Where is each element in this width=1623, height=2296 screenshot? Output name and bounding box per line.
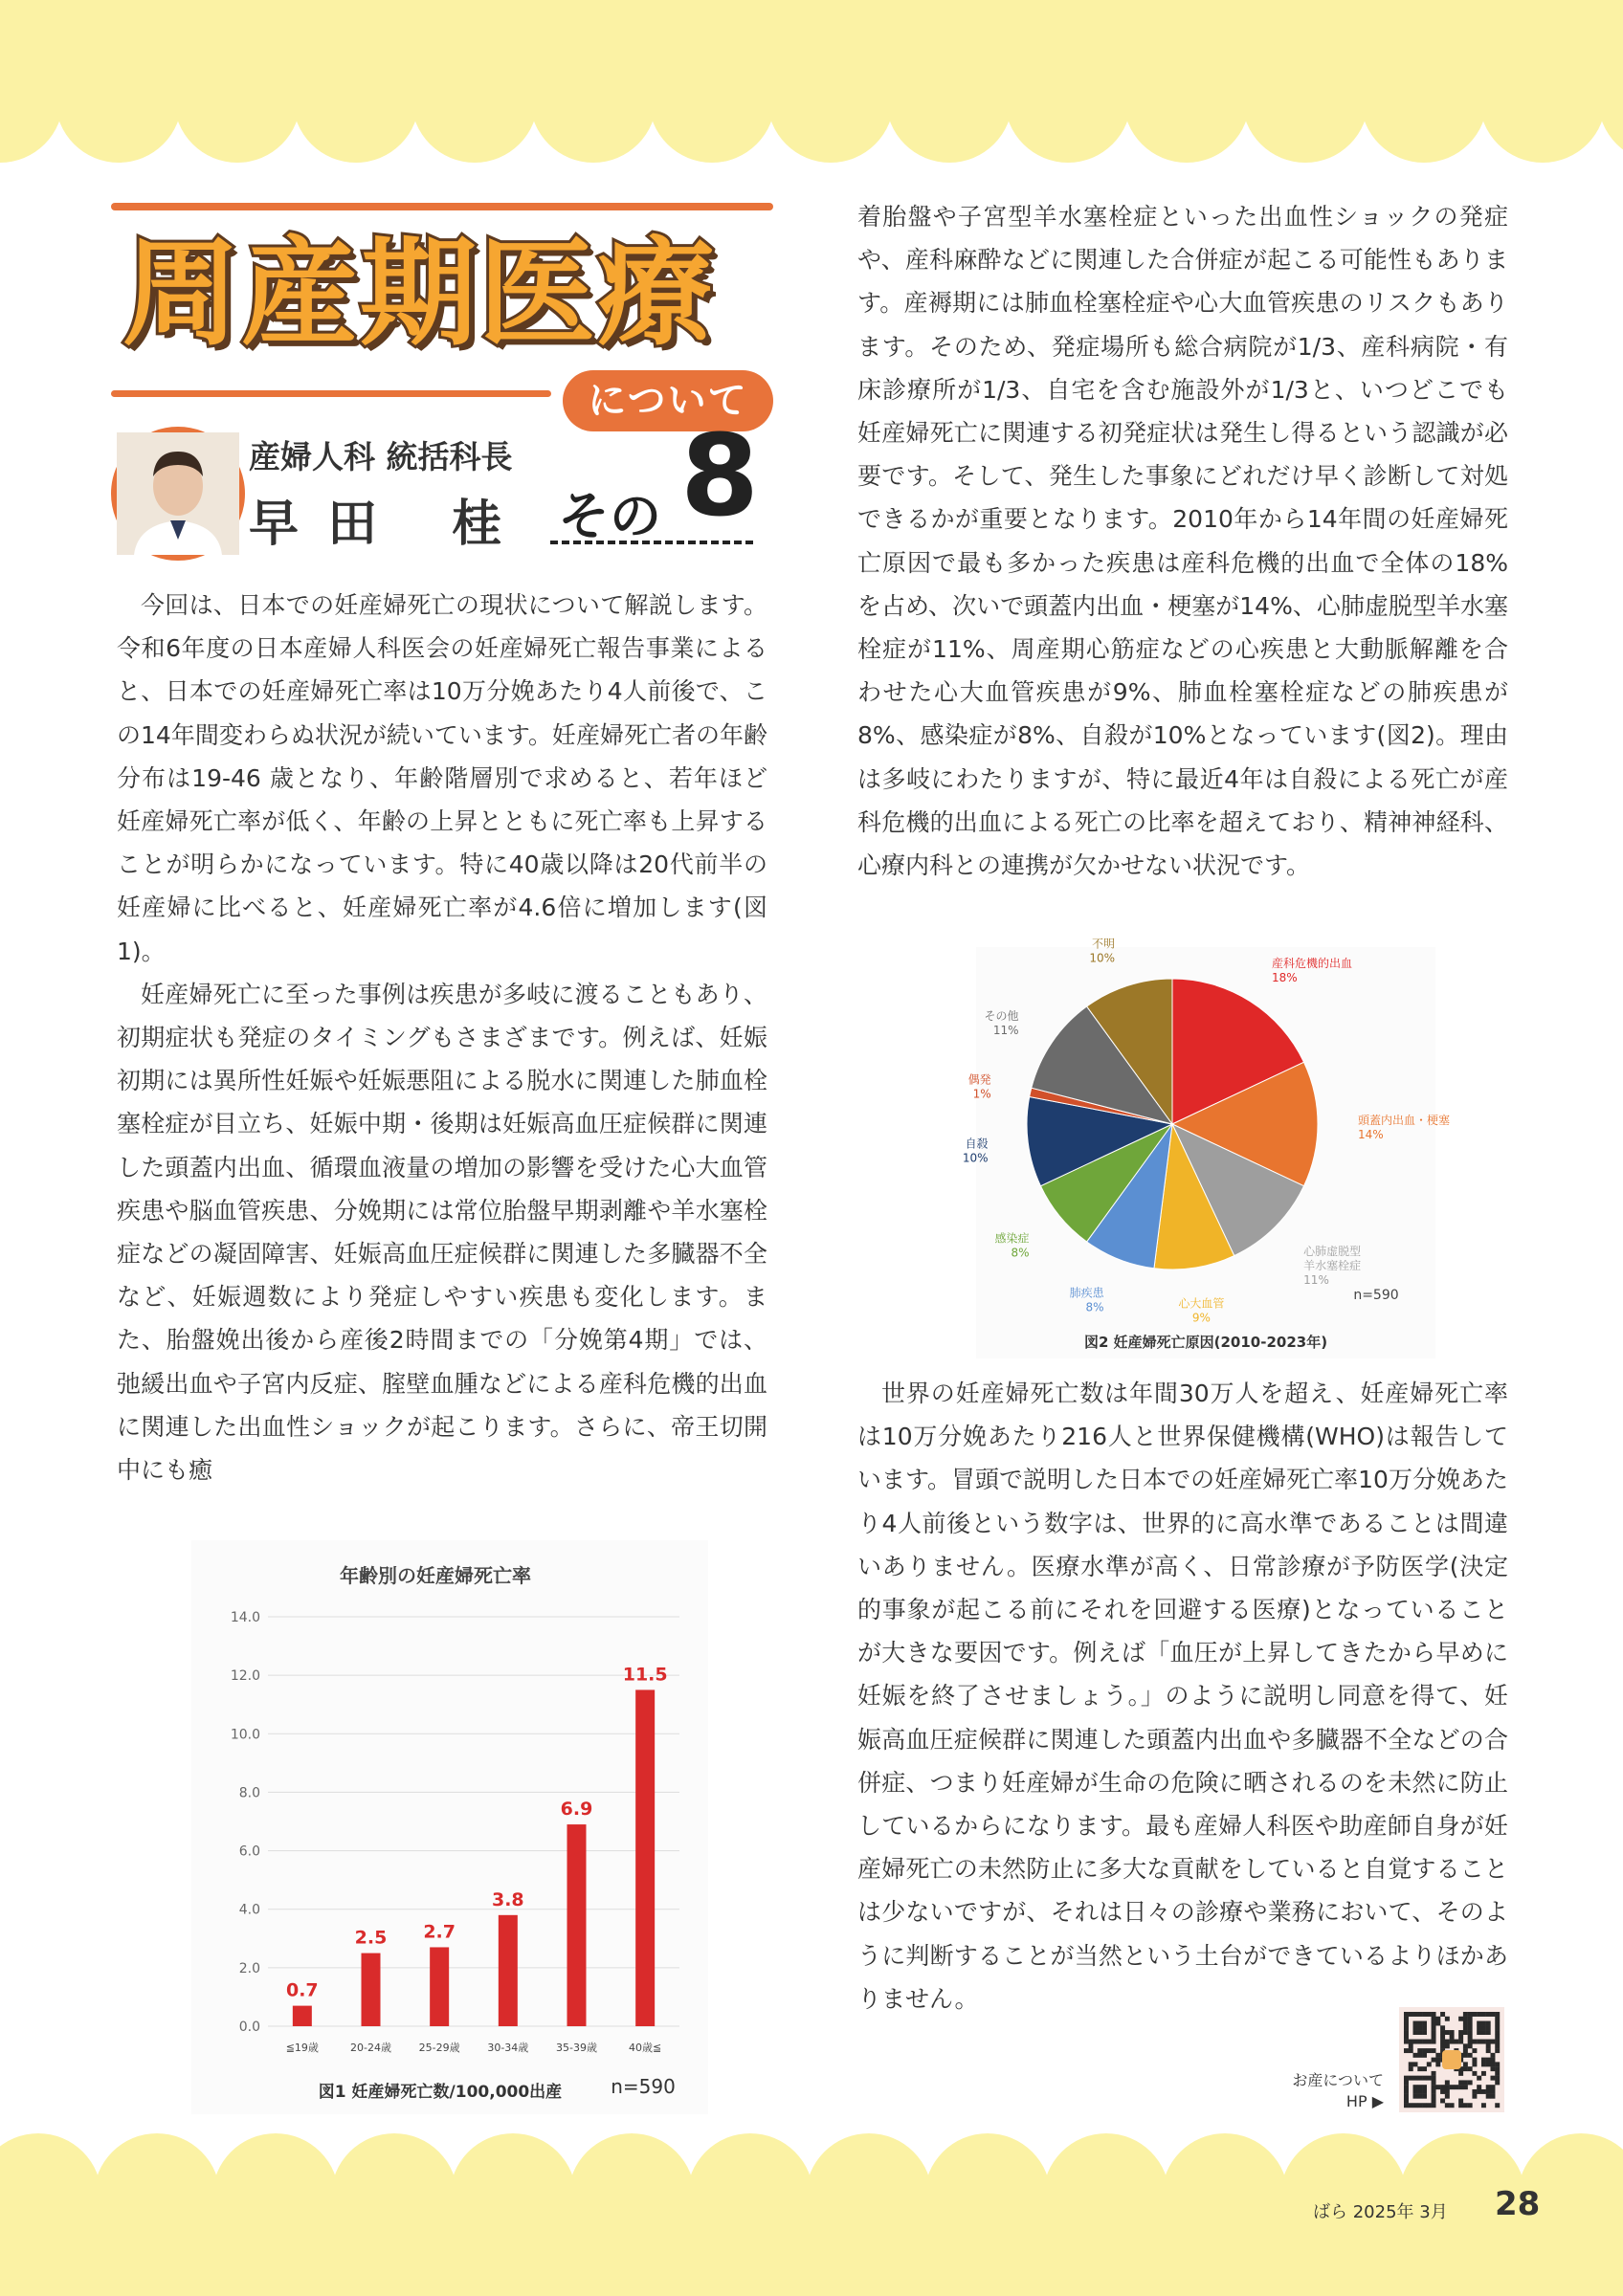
scallop <box>212 2133 339 2260</box>
bar-chart-title: 年齢別の妊産婦死亡率 <box>340 1564 531 1587</box>
bar <box>499 1915 518 2026</box>
footer-magazine: ばら <box>1313 2202 1347 2222</box>
figure-2-pie-chart <box>962 937 1451 1358</box>
pie-chart-svg <box>962 937 1451 1358</box>
bar-ytick-label: 0.0 <box>238 2020 260 2035</box>
article-right-column-bottom <box>857 1372 1508 2020</box>
scallop <box>1242 36 1368 163</box>
author-department: 産婦人科 統括科長 <box>249 438 513 475</box>
bar-chart-caption: 図1 妊産婦死亡数/100,000出産 <box>318 2083 563 2102</box>
scallop <box>1123 36 1250 163</box>
article-paragraph: 今回は、日本での妊産婦死亡の現状について解説します。令和6年度の日本産婦人科医会の妊産婦死亡報告事業によると、日本での妊産婦死亡率は10万分娩あたり4人前後で、この14年間変わらぬ状況が続いています。妊産婦死亡者の年齢分布は19-46 歳となり、年齢階層別で求めると、若年ほど妊産婦死亡率が低く、年齢の上昇とともに死亡率も上昇することが明らかになっています。特に40歳以降は20代前半の妊産婦に比べると、妊産婦死亡率が4.6倍に増加します(図1)。 <box>117 591 767 965</box>
bar <box>293 2006 312 2026</box>
scallop <box>94 2133 220 2260</box>
scallop <box>293 36 419 163</box>
bar-ytick-label: 10.0 <box>230 1727 260 1743</box>
pie-slice-label: 肺疾患 8% <box>1069 1286 1104 1314</box>
pie-slice-label: 産科危機的出血 18% <box>1271 957 1352 985</box>
bar-ytick-label: 2.0 <box>238 1960 260 1976</box>
bar-ytick-label: 12.0 <box>230 1668 260 1685</box>
pie-slice-label: 頭蓋内出血・梗塞 14% <box>1358 1114 1451 1141</box>
pie-slice-label: 心肺虚脱型羊水塞栓症 11% <box>1303 1245 1362 1288</box>
scallop <box>56 36 182 163</box>
scallop <box>806 2133 932 2260</box>
part-label: その <box>558 486 661 546</box>
bar-data-label: 3.8 <box>491 1888 524 1910</box>
scallop <box>411 36 538 163</box>
scallop <box>530 36 656 163</box>
top-scalloped-band <box>0 0 1623 163</box>
bar-category-label: 35-39歳 <box>556 2042 597 2054</box>
pie-slice-label: 不明 10% <box>1089 937 1116 965</box>
pie-chart-caption: 図2 妊産婦死亡原因(2010-2023年) <box>1083 1334 1328 1351</box>
pie-slice-label: 感染症 8% <box>994 1231 1030 1260</box>
bar-category-label: 30-34歳 <box>487 2042 529 2054</box>
footer-issue <box>1313 2198 1448 2223</box>
scallop <box>1005 36 1131 163</box>
scallop <box>767 36 894 163</box>
bar-ytick-label: 6.0 <box>238 1843 260 1860</box>
bar <box>362 1954 381 2026</box>
scallop <box>1162 2133 1288 2260</box>
article-right-column-top <box>857 195 1508 887</box>
qr-caption-line2: HP ▶ <box>1345 2092 1384 2110</box>
series-part-label <box>550 409 767 546</box>
scallop <box>568 2133 695 2260</box>
bar <box>635 1689 655 2026</box>
qr-caption <box>1273 2070 1384 2112</box>
bar-ytick-label: 8.0 <box>238 1785 260 1801</box>
bar-data-label: 0.7 <box>285 1979 319 2001</box>
article-paragraph: 妊産婦死亡に至った事例は疾患が多岐に渡ることもあり、初期症状も発症のタイミングもさまざまです。例えば、妊娠初期には異所性妊娠や妊娠悪阻による脱水に関連した肺血栓塞栓症が目立ち、妊娠中期・後期は妊娠高血圧症候群に関連した頭蓋内出血、循環血液量の増加の影響を受けた心大血管疾患や脳血管疾患、分娩期には常位胎盤早期剥離や羊水塞栓症などの凝固障害、妊娠高血圧症候群に関連した多臓器不全など、妊娠週数により発症しやすい疾患も変化します。また、胎盤娩出後から産後2時間までの「分娩第4期」では、弛緩出血や子宮内反症、腟壁血腫などによる産科危機的出血に関連した出血性ショックが起こります。さらに、帝王切開中にも癒 <box>117 980 767 1485</box>
page-number: 28 <box>1495 2185 1541 2223</box>
bar-chart-svg <box>191 1540 708 2114</box>
bar-category-label: ≦19歳 <box>285 2042 319 2054</box>
bar-category-label: 20-24歳 <box>350 2042 391 2054</box>
bar-category-label: 25-29歳 <box>418 2042 460 2054</box>
part-number: 8 <box>680 409 760 541</box>
bar-data-label: 2.5 <box>354 1927 388 1949</box>
scallop <box>1280 2133 1407 2260</box>
qr-code-graphic <box>1399 2007 1504 2112</box>
scallop <box>1479 36 1606 163</box>
pie-slice-label: その他 11% <box>984 1008 1019 1037</box>
scallop <box>1043 2133 1169 2260</box>
bar-data-label: 11.5 <box>622 1664 668 1686</box>
article-paragraph-continued: 着胎盤や子宮型羊水塞栓症といった出血性ショックの発症や、産科麻酔などに関連した合併症が起こる可能性もあります。産褥期には肺血栓塞栓症や心大血管疾患のリスクもあります。そのため、発症場所も総合病院が1/3、産科病院・有床診療所が1/3、自宅を含む施設外が1/3と、いつどこでも妊産婦死亡に関連する初発症状は発生し得るという認識が必要です。そして、発生した事象にどれだけ早く診断して対処できるかが重要となります。2010年から14年間の妊産婦死亡原因で最も多かった疾患は産科危機的出血で全体の18%を占め、次いで頭蓋内出血・梗塞が14%、心肺虚脱型羊水塞栓症が11%、周産期心筋症などの心疾患と大動脈解離を合わせた心大血管疾患が9%、肺血栓塞栓症などの肺疾患が8%、感染症が8%、自殺が10%となっています(図2)。理由は多岐にわたりますが、特に最近4年は自殺による死亡が産科危機的出血による死亡の比率を超えており、精神神経科、心療内科との連携が欠かせない状況です。 <box>857 203 1508 880</box>
qr-code[interactable] <box>1399 2007 1504 2112</box>
pie-slice-label: 自殺 10% <box>962 1137 989 1165</box>
scallop <box>924 2133 1051 2260</box>
pie-chart-note: n=590 <box>1353 1288 1399 1303</box>
bar <box>430 1947 449 2026</box>
scallop <box>174 36 300 163</box>
scallop <box>649 36 775 163</box>
article-paragraph: 世界の妊産婦死亡数は年間30万人を超え、妊産婦死亡率は10万分娩あたり216人と世界保健機構(WHO)は報告しています。冒頭で説明した日本での妊産婦死亡率10万分娩あたり4人前後という数字は、世界的に高水準であることは間違いありません。医療水準が高く、日常診療が予防医学(決定的事象が起こる前にそれを回避する医療)となっていることが大きな要因です。例えば「血圧が上昇してきたから早めに妊娠を終了させましょう。」のように説明し同意を得て、妊娠高血圧症候群に関連した頭蓋内出血や多臓器不全などの合併症、つまり妊産婦が生命の危険に晒されるのを未然に防止しているからになります。最も産婦人科医や助産師自身が妊産婦死亡の未然防止に多大な貢献をしていると自覚することは少ないですが、それは日々の診療や業務において、そのように判断することが当然という土台ができているよりほかありません。 <box>857 1380 1508 2013</box>
bar-ytick-label: 14.0 <box>230 1610 260 1625</box>
part-underline <box>550 541 753 544</box>
bar <box>567 1824 587 2026</box>
figure-1-bar-chart <box>191 1540 708 2114</box>
pie-slice-label: 偶発 1% <box>967 1072 991 1101</box>
bar-category-label: 40歳≦ <box>629 2042 662 2054</box>
bar-data-label: 6.9 <box>560 1799 593 1821</box>
page-title: 周産期医療 <box>122 226 716 362</box>
scallop <box>886 36 1012 163</box>
article-left-column <box>117 584 767 1491</box>
bar-ytick-label: 4.0 <box>238 1902 260 1918</box>
bar-data-label: 2.7 <box>423 1921 456 1943</box>
pie-slice-label: 心大血管 9% <box>1178 1296 1225 1325</box>
scallop <box>1361 36 1487 163</box>
bar-chart-note: n=590 <box>611 2075 676 2098</box>
author-name: 早田 桂 <box>249 496 531 553</box>
avatar <box>111 427 245 561</box>
qr-caption-line1: お産について <box>1292 2071 1384 2089</box>
scallop <box>450 2133 576 2260</box>
title-subtitle-badge: について <box>563 370 773 431</box>
scallop <box>331 2133 457 2260</box>
title-top-rule <box>111 203 773 210</box>
scallop <box>687 2133 813 2260</box>
title-bottom-rule <box>111 390 551 397</box>
footer-date: 2025年 3月 <box>1352 2202 1448 2222</box>
